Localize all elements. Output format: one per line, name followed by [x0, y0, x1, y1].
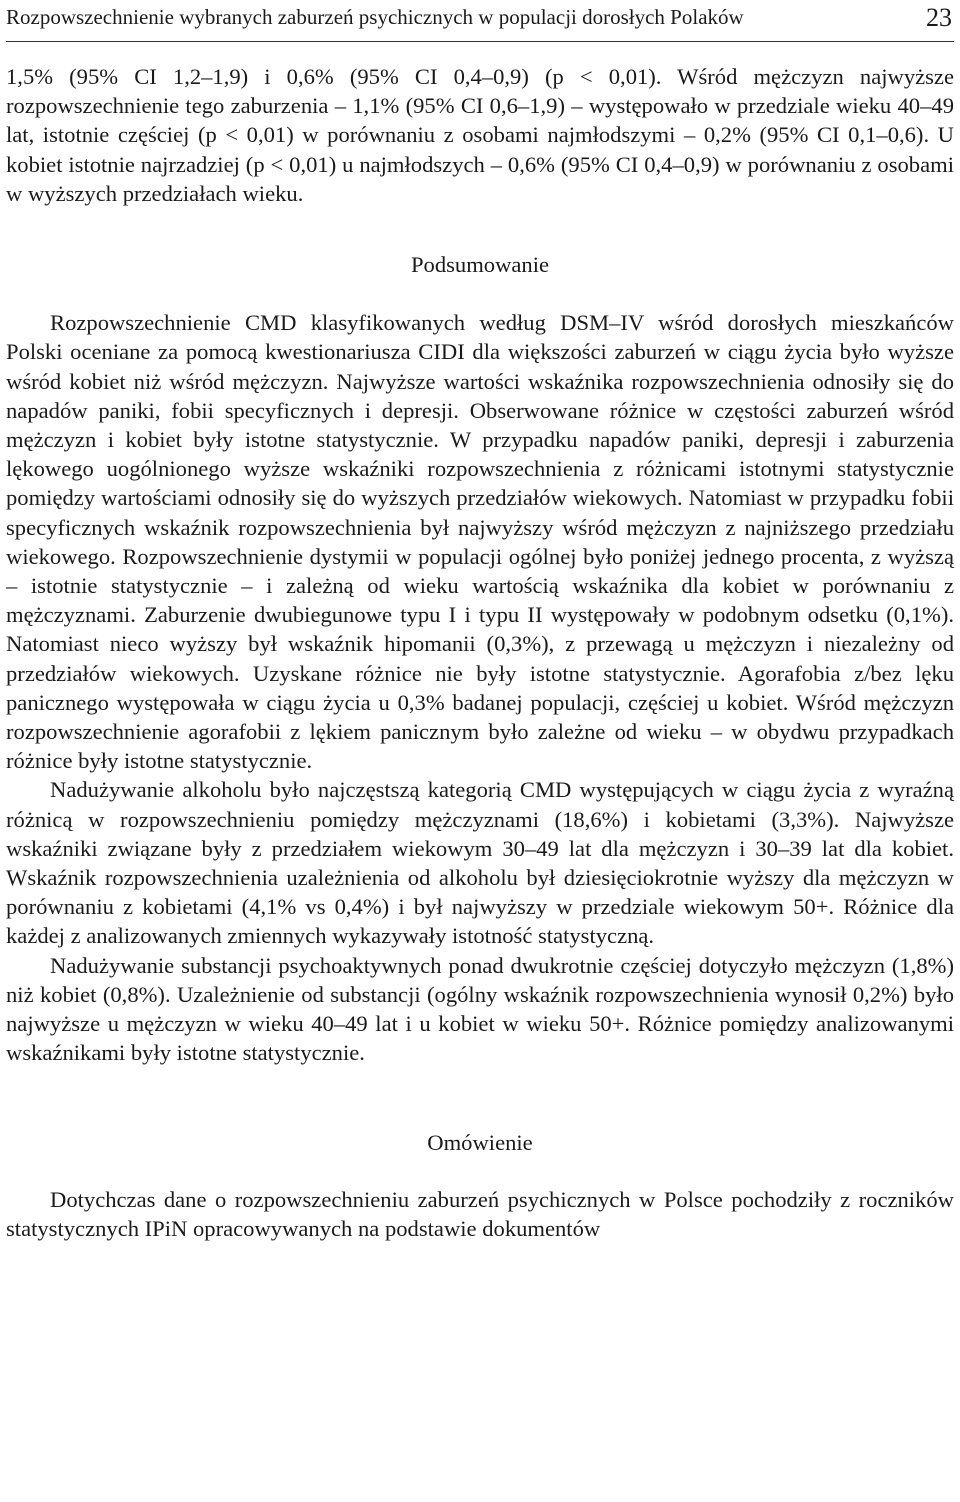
summary-paragraph-3: Nadużywanie substancji psychoaktywnych ponad dwukrotnie częściej dotyczyło mężczyzn (1,8%) niż kobiet (0,8%). Uzależnienie od substancji (ogólny wskaźnik rozpowszechnienia wynosił 0,2%) było najwyższe u mężczyzn w wieku 40–49 lat i u kobiet w wieku 50+. Różnice pomiędzy analizowanymi wskaźnikami były istotne statystycznie. — [6, 952, 954, 1066]
intro-paragraph: 1,5% (95% CI 1,2–1,9) i 0,6% (95% CI 0,4–0,9) (p < 0,01). Wśród mężczyzn najwyższe rozpowszechnienie tego zaburzenia – 1,1% (95% CI 0,6–1,9) – występowało w przedziale wieku 40–49 lat, istotnie częściej (p < 0,01) w porównaniu z osobami najmłodszymi – 0,2% (95% CI 0,1–0,6). U kobiet istotnie najrzadziej (p < 0,01) u najmłodszych – 0,6% (95% CI 0,4–0,9) w porównaniu z osobami w wyższych przedziałach wieku. — [6, 64, 954, 206]
section-heading-podsumowanie: Podsumowanie — [410, 252, 550, 278]
running-header — [6, 4, 954, 40]
body-text — [6, 62, 954, 1243]
discussion-paragraph: Dotychczas dane o rozpowszechnieniu zaburzeń psychicznych w Polsce pochodziły z roczników statystycznych IPiN opracowywanych na podstawie dokumentów — [6, 1186, 954, 1241]
page-number: 23 — [926, 3, 952, 32]
summary-paragraph-1: Rozpowszechnienie CMD klasyfikowanych według DSM–IV wśród dorosłych mieszkańców Polski oceniane za pomocą kwestionariusza CIDI dla większości zaburzeń w ciągu życia było wyższe wśród kobiet niż wśród mężczyzn. Najwyższe wartości wskaźnika rozpowszechnienia odnosiły się do napadów paniki, fobii specyficznych i depresji. Obserwowane różnice w częstości zaburzeń wśród mężczyzn i kobiet były istotne statystycznie. W przypadku napadów paniki, depresji i zaburzenia lękowego uogólnionego wyższe wskaźniki rozpowszechnienia z różnicami istotnymi statystycznie pomiędzy wartościami odnosiły się do wyższych przedziałów wiekowych. Natomiast w przypadku fobii specyficznych wskaźnik rozpowszechnienia był najwyższy wśród mężczyzn z najniższego przedziału wiekowego. Rozpowszechnienie dystymii w populacji ogólnej było poniżej jednego procenta, z wyższą – istotnie statystycznie – i zależną od wieku wartością wskaźnika dla kobiet w porównaniu z mężczyznami. Zaburzenie dwubiegunowe typu I i typu II występowały w podobnym odsetku (0,1%). Natomiast nieco wyższy był wskaźnik hipomanii (0,3%), z przewagą u mężczyzn i niezależny od przedziałów wiekowych. Uzyskane różnice nie były istotne statystycznie. Agorafobia z/bez lęku panicznego występowała w ciągu życia u 0,3% badanej populacji, częściej u kobiet. Wśród mężczyzn rozpowszechnienie agorafobii z lękiem panicznym było zależne od wieku – w obydwu przypadkach różnice były istotne statystycznie. — [6, 310, 954, 774]
running-title: Rozpowszechnienie wybranych zaburzeń psychicznych w populacji dorosłych Polaków — [6, 5, 744, 29]
summary-paragraph-2: Nadużywanie alkoholu było najczęstszą kategorią CMD występujących w ciągu życia z wyraźną różnicą w rozpowszechnieniu pomiędzy mężczyznami (18,6%) i kobietami (3,3%). Najwyższe wskaźniki związane były z przedziałem wiekowym 30–49 lat dla mężczyzn i 30–39 lat dla kobiet. Wskaźnik rozpowszechnienia uzależnienia od alkoholu był dziesięciokrotnie wyższy dla mężczyzn w porównaniu z kobietami (4,1% vs 0,4%) i był najwyższy w przedziale wiekowym 50+. Różnice dla każdej z analizowanych zmiennych wykazywały istotność statystyczną. — [6, 777, 954, 949]
section-heading-omowienie: Omówienie — [427, 1129, 533, 1155]
header-divider — [6, 41, 954, 42]
